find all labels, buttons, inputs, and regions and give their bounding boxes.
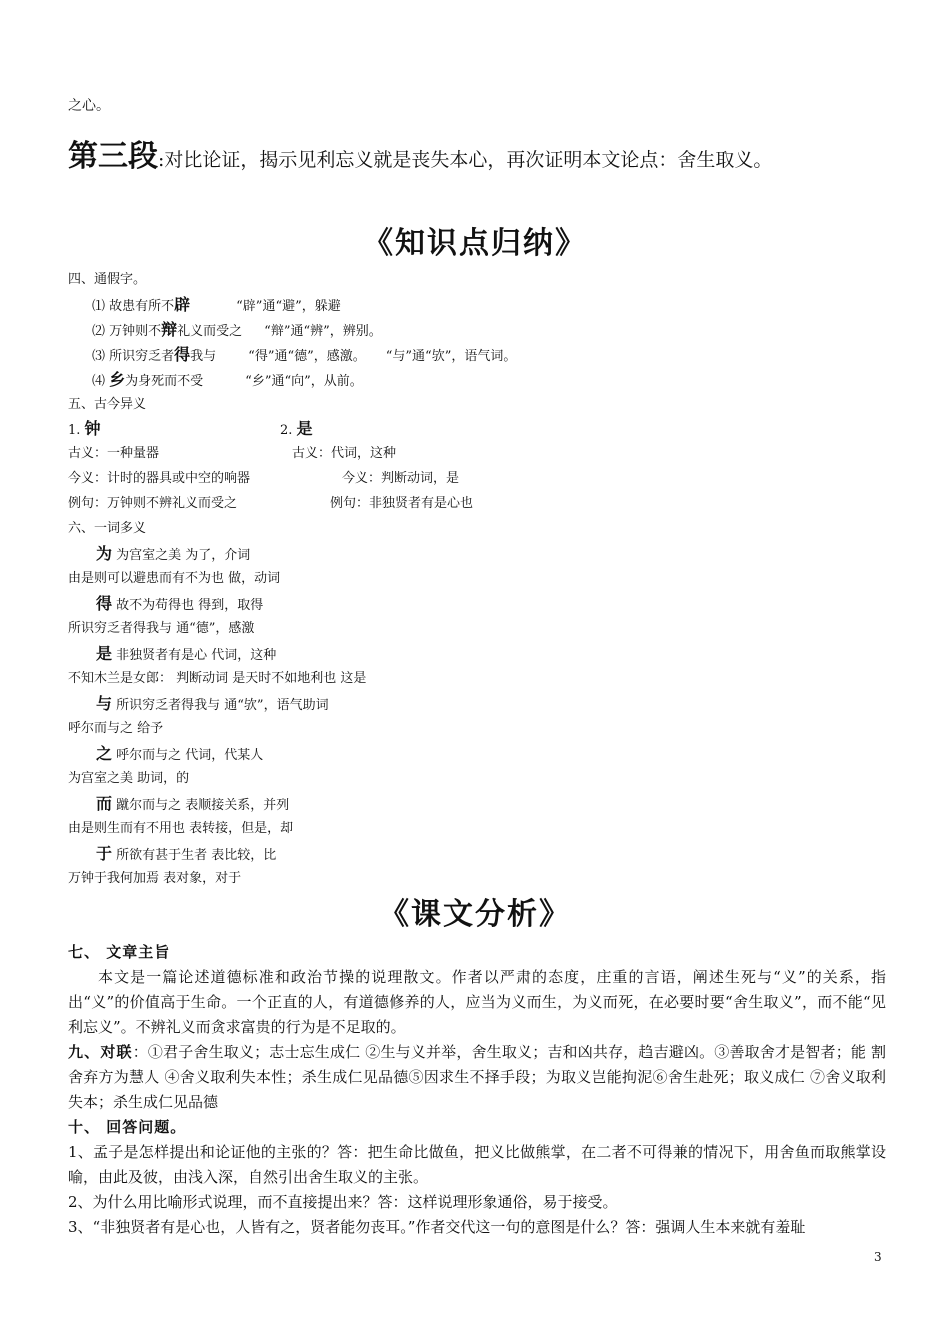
- s10-title: 十、 回答问题。: [68, 1118, 187, 1136]
- s7-block: [68, 940, 886, 1240]
- s5-row1-b: 古义：代词，这种: [292, 446, 397, 461]
- s6-word-4-line2: 呼尔而与之 给予: [68, 721, 164, 736]
- heading-text-analysis: 《课文分析》: [379, 897, 571, 932]
- s6-word-2: 得 故不为苟得也 得到，取得: [96, 594, 264, 613]
- s7-title: 七、 文章主旨: [68, 943, 171, 961]
- s5-word-2: 2. 是: [280, 419, 313, 438]
- s4-item-3: ⑶ 所识穷乏者得我与 “得”通“德”，感激。 “与”通“欤”，语气词。: [92, 345, 517, 364]
- heading-knowledge-summary: 《知识点归纳》: [363, 226, 587, 261]
- s10-q1: 1、孟子是怎样提出和论证他的主张的？答：把生命比做鱼，把义比做熊掌，在二者不可得兼的情况下，用舍鱼而取熊掌设喻，由此及彼，由浅入深，自然引出舍生取义的主张。: [68, 1143, 886, 1186]
- page-number: 3: [874, 1250, 882, 1264]
- s5-row2-b: 今义：判断动词，是: [342, 471, 460, 486]
- s5-title: 五、古今异义: [68, 397, 147, 412]
- s5-row3-b: 例句：非独贤者有是心也: [330, 496, 474, 511]
- s9-text: ：①君子舍生取义；志士忘生成仁 ②生与义并举，舍生取义；吉和凶共存，趋吉避凶。③善取舍才是智者；能 割舍弃方为慧人 ④舍义取利失本性；杀生成仁见品德⑤因求生不择手段；为取义岂能拘泥⑥舍生赴死；取义成仁 ⑦舍义取利失本；杀生成仁见品德: [68, 1043, 886, 1111]
- intro-tail: 之心。: [68, 98, 110, 114]
- s6-word-2-line2: 所识穷乏者得我与 通“德”，感激: [68, 621, 255, 636]
- s10-q3: 3、“非独贤者有是心也，人皆有之，贤者能勿丧耳。”作者交代这一句的意图是什么？答：强调人生本来就有羞耻: [68, 1218, 806, 1236]
- s6-word-4: 与 所识穷乏者得我与 通“欤”，语气助词: [96, 694, 329, 713]
- s5-row2-a: 今义：计时的器具或中空的响器: [68, 471, 251, 486]
- s6-word-1-line2: 由是则可以避患而有不为也 做，动词: [68, 571, 281, 586]
- s7-text: 本文是一篇论述道德标准和政治节操的说理散文。作者以严肃的态度，庄重的言语，阐述生死与“义”的关系，指出“义”的价值高于生命。一个正直的人，有道德修养的人，应当为义而生，为义而死，在必要时要“舍生取义”，而不能“见利忘义”。不辨礼义而贪求富贵的行为是不足取的。: [68, 968, 886, 1036]
- s4-key-3: 得: [174, 345, 191, 364]
- s5-row3-a: 例句：万钟则不辨礼义而受之: [68, 496, 238, 511]
- s6-title: 六、一词多义: [68, 521, 147, 536]
- s5-word-1: 1. 钟: [68, 419, 101, 438]
- s10-q2: 2、为什么用比喻形式说理，而不直接提出来？答：这样说理形象通俗，易于接受。: [68, 1193, 618, 1211]
- s4-item-4: ⑷ 乡为身死而不受 “乡”通“向”，从前。: [92, 370, 363, 389]
- para3-summary: [68, 140, 772, 177]
- s6-word-3-line2: 不知木兰是女郎： 判断动词 是天时不如地利也 这是: [68, 671, 367, 686]
- s4-key-4: 乡: [109, 370, 126, 389]
- s6-word-5: 之 呼尔而与之 代词，代某人: [96, 744, 264, 763]
- s9-couplets: [68, 1040, 886, 1115]
- s5-row1-a: 古义：一种量器: [68, 446, 160, 461]
- s6-word-6: 而 蹴尔而与之 表顺接关系，并列: [96, 794, 290, 813]
- s4-item-1: ⑴ 故患有所不辟 “辟”通“避”，躲避: [92, 295, 341, 314]
- s6-word-6-line2: 由是则生而有不用也 表转接，但是，却: [68, 821, 294, 836]
- s6-word-5-line2: 为宫室之美 助词，的: [68, 771, 190, 786]
- s6-word-1: 为 为宫室之美 为了，介词: [96, 544, 251, 563]
- s4-key-2: 辩: [161, 320, 178, 339]
- para3-label: 第三段: [68, 139, 158, 174]
- para3-text: :对比论证，揭示见利忘义就是丧失本心，再次证明本文论点：舍生取义。: [158, 149, 773, 171]
- s6-word-7-line2: 万钟于我何加焉 表对象，对于: [68, 871, 242, 886]
- s4-key-1: 辟: [174, 295, 191, 314]
- s6-word-3: 是 非独贤者有是心 代词，这种: [96, 644, 277, 663]
- s6-word-7: 于 所欲有甚于生者 表比较，比: [96, 844, 277, 863]
- s4-item-2: ⑵ 万钟则不辩礼义而受之 “辩”通“辨”，辨别。: [92, 320, 382, 339]
- s4-title: 四、通假字。: [68, 272, 147, 287]
- s9-title: 九、对联: [68, 1043, 133, 1061]
